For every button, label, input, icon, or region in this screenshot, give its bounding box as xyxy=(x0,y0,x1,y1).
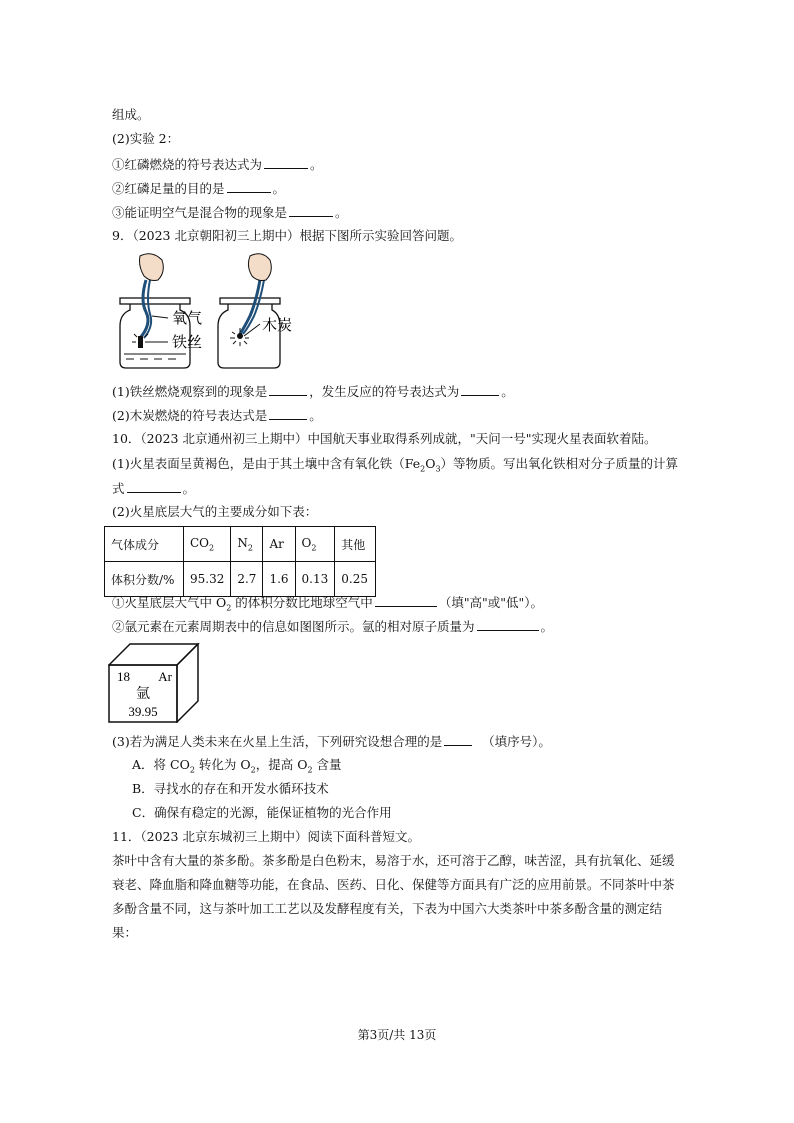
table-cell: $CO_2$ xyxy=(184,527,231,562)
table-cell: 0.25 xyxy=(335,562,376,597)
question-11-title: 11．（2023 北京东城初三上期中）阅读下面科普短文。 xyxy=(112,829,420,844)
table-cell: 1.6 xyxy=(263,562,295,597)
answer-blank[interactable] xyxy=(269,383,307,396)
element-mass: 39.95 xyxy=(128,704,158,719)
page-footer: 第3页/共 13页 xyxy=(357,1028,437,1042)
option-b: B．寻找水的存在和开发水循环技术 xyxy=(132,781,329,796)
label-oxygen: 氧气 xyxy=(172,309,203,327)
answer-blank[interactable] xyxy=(375,594,437,607)
answer-blank[interactable] xyxy=(444,733,472,746)
element-symbol: Ar xyxy=(158,669,172,684)
table-cell: 95.32 xyxy=(184,562,231,597)
table-cell: 体积分数/% xyxy=(105,562,184,597)
text-line: ③能证明空气是混合物的现象是 。 xyxy=(112,205,348,220)
table-cell: 气体成分 xyxy=(105,527,184,562)
text-line: 式 。 xyxy=(112,481,196,496)
text-line: ②氩元素在元素周期表中的信息如图图所示。氩的相对原子质量为 。 xyxy=(112,619,554,634)
text-line: 组成。 xyxy=(112,107,150,122)
right-jar xyxy=(218,254,280,368)
element-number: 18 xyxy=(117,669,130,684)
option-c: C．确保有稳定的光源，能保证植物的光合作用 xyxy=(132,805,392,820)
element-name: 氩 xyxy=(136,686,150,702)
table-row xyxy=(105,562,376,597)
text-line: ①火星底层大气中 $O_2$ 的体积分数比地球空气中 （填"高"或"低"）。 xyxy=(112,595,544,613)
argon-element-cube xyxy=(108,643,200,723)
label-charcoal: 木炭 xyxy=(262,316,293,334)
question-9-title: 9．（2023 北京朝阳初三上期中）根据下图所示实验回答问题。 xyxy=(112,228,462,243)
table-cell: $O_2$ xyxy=(295,527,335,562)
answer-blank[interactable] xyxy=(477,618,539,631)
table-row xyxy=(105,527,376,562)
table-cell: $N_2$ xyxy=(231,527,263,562)
answer-blank[interactable] xyxy=(461,383,499,396)
table-cell: Ar xyxy=(263,527,295,562)
text-line: (2)火星底层大气的主要成分如下表： xyxy=(112,504,318,519)
article-paragraph: 茶叶中含有大量的茶多酚。茶多酚是白色粉末，易溶于水，还可溶于乙醇，味苦涩，具有抗氧化、延缓衰老、降血脂和降血糖等功能，在食品、医药、日化、保健等方面具有广泛的应用前景。不同茶叶中茶多酚含量不同，这与茶叶加工工艺以及发酵程度有关，下表为中国六大类茶叶中茶多酚含量的测定结果： xyxy=(112,853,675,940)
mars-atmosphere-table xyxy=(104,526,376,597)
text-line: (1)铁丝燃烧观察到的现象是 ，发生反应的符号表达式为 。 xyxy=(112,384,514,399)
text-line: (2)实验 2： xyxy=(112,131,180,146)
answer-blank[interactable] xyxy=(127,480,181,493)
table-cell: 其他 xyxy=(335,527,376,562)
text-line: ②红磷足量的目的是 。 xyxy=(112,181,286,196)
text-line: (1)火星表面呈黄褐色，是由于其土壤中含有氧化铁$(Fe_2O_3)$等物质。写出氧化铁相对分子质量的计算 xyxy=(112,456,679,474)
answer-blank[interactable] xyxy=(264,156,308,169)
table-cell: 2.7 xyxy=(231,562,263,597)
option-a: A．将 $CO_2$ 转化为 $O_2$，提高 $O_2$ 含量 xyxy=(132,757,342,775)
text-line: ①红磷燃烧的符号表达式为 。 xyxy=(112,157,323,172)
text-line: (3)若为满足人类未来在火星上生活，下列研究设想合理的是 （填序号）。 xyxy=(112,734,551,749)
label-iron-wire: 铁丝 xyxy=(172,333,203,351)
answer-blank[interactable] xyxy=(227,180,271,193)
answer-blank[interactable] xyxy=(289,204,333,217)
answer-blank[interactable] xyxy=(269,407,307,420)
text-line: (2)木炭燃烧的符号表达式是 。 xyxy=(112,408,322,423)
combustion-experiment-figure xyxy=(110,250,310,372)
table-cell: 0.13 xyxy=(295,562,335,597)
question-10-title: 10．（2023 北京通州初三上期中）中国航天事业取得系列成就，"天问一号"实现火星表面软着陆。 xyxy=(112,431,657,446)
